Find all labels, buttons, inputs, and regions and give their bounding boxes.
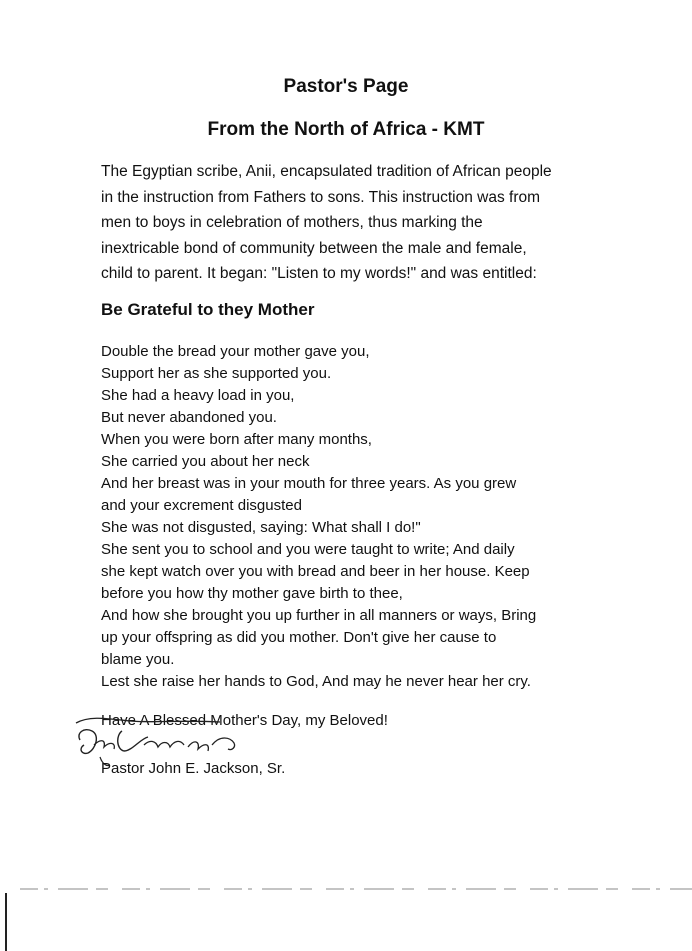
poem-heading: Be Grateful to they Mother xyxy=(101,300,315,319)
poem-line: she kept watch over you with bread and beer in her house. Keep xyxy=(101,563,530,580)
intro-line: The Egyptian scribe, Anii, encapsulated tradition of African people xyxy=(101,163,552,180)
poem-line: And her breast was in your mouth for three years. As you grew xyxy=(101,475,517,492)
poem-line: before you how thy mother gave birth to thee, xyxy=(101,585,403,602)
poem-line: Support her as she supported you. xyxy=(101,365,332,382)
poem-line: But never abandoned you. xyxy=(101,409,277,426)
page-subtitle: From the North of Africa - KMT xyxy=(207,119,485,140)
page-title: Pastor's Page xyxy=(283,76,409,97)
intro-line: in the instruction from Fathers to sons. This instruction was from xyxy=(101,188,541,206)
poem-line: and your excrement disgusted xyxy=(101,497,302,514)
poem-body xyxy=(101,341,601,693)
poem-line: When you were born after many months, xyxy=(101,431,372,448)
intro-line: child to parent. It began: "Listen to my words!" and was entitled: xyxy=(101,265,537,282)
poem-line: blame you. xyxy=(101,651,175,668)
closing-greeting: Have A Blessed Mother's Day, my Beloved! xyxy=(101,712,388,729)
poem-line: She was not disgusted, saying: What shall I do!" xyxy=(101,519,421,536)
poem-line: Lest she raise her hands to God, And may he never hear her cry. xyxy=(101,673,531,690)
scan-edge-mark xyxy=(5,893,7,951)
signer-name: Pastor John E. Jackson, Sr. xyxy=(101,760,286,777)
poem-line: She sent you to school and you were taught to write; And daily xyxy=(101,541,515,558)
poem-line: Double the bread your mother gave you, xyxy=(101,343,370,360)
poem-line: She had a heavy load in you, xyxy=(101,387,295,404)
intro-paragraph xyxy=(101,159,601,287)
poem-line: up your offspring as did you mother. Don't give her cause to xyxy=(101,629,497,646)
intro-line: inextricable bond of community between the male and female, xyxy=(101,239,527,257)
poem-line: And how she brought you up further in all manners or ways, Bring xyxy=(101,607,537,624)
scan-edge-line xyxy=(0,886,692,892)
poem-line: She carried you about her neck xyxy=(101,453,310,470)
intro-line: men to boys in celebration of mothers, thus marking the xyxy=(101,214,483,231)
